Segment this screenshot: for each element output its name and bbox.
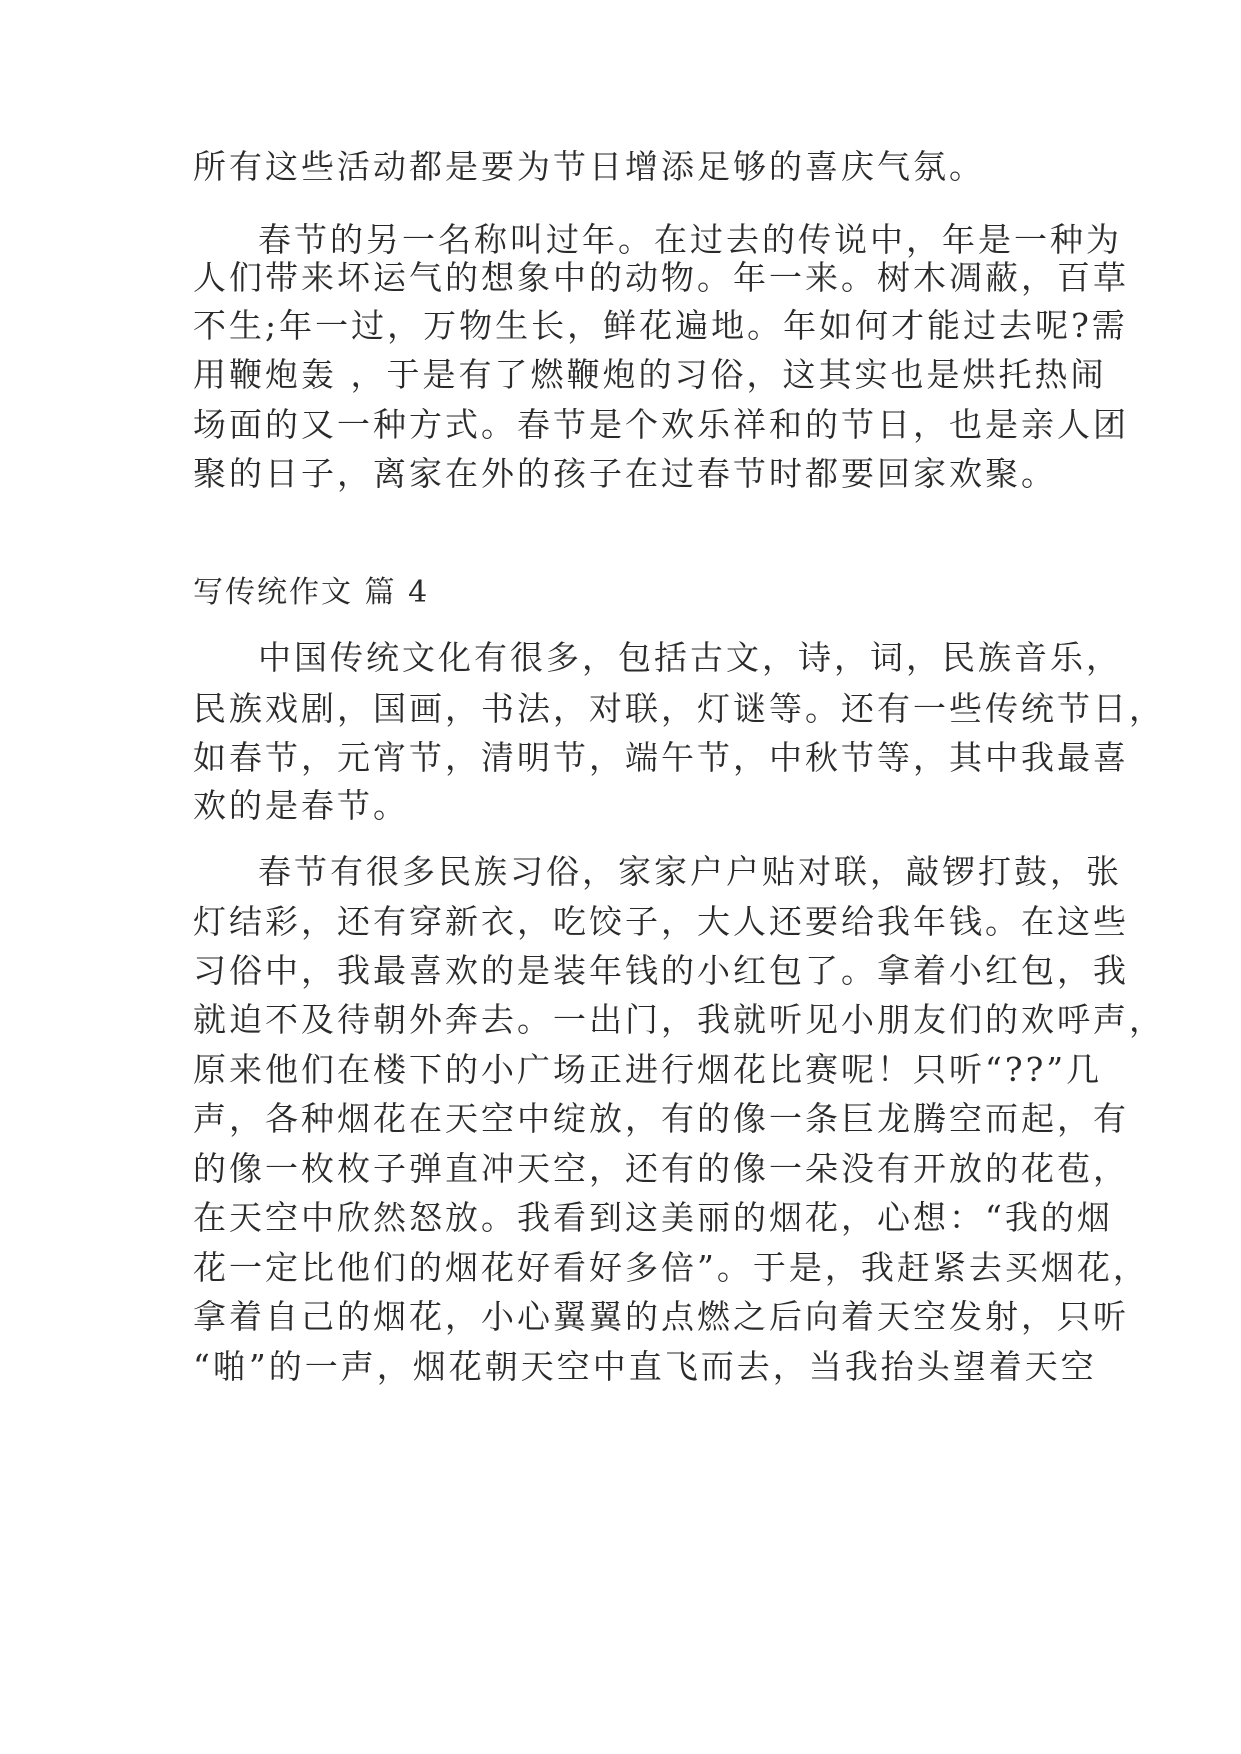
paragraph-first-line: 春节有很多民族习俗，家家户户贴对联，敲锣打鼓，张 [258, 852, 1122, 891]
text-line: 拿着自己的烟花，小心翼翼的点燃之后向着天空发射，只听 [193, 1297, 1129, 1336]
text-line: 聚的日子，离家在外的孩子在过春节时都要回家欢聚。 [193, 454, 1057, 493]
text-line: 就迫不及待朝外奔去。一出门，我就听见小朋友们的欢呼声， [193, 1000, 1165, 1039]
text-line: 在天空中欣然怒放。我看到这美丽的烟花，心想：“我的烟 [193, 1198, 1113, 1237]
text-line: 花一定比他们的烟花好看好多倍”。于是，我赶紧去买烟花， [193, 1248, 1149, 1287]
text-line: 原来他们在楼下的小广场正进行烟花比赛呢！只听“??”几 [193, 1050, 1103, 1089]
text-line: “啪”的一声，烟花朝天空中直飞而去，当我抬头望着天空 [193, 1347, 1097, 1386]
text-line: 不生;年一过，万物生长，鲜花遍地。年如何才能过去呢?需 [193, 306, 1128, 345]
text-line: 所有这些活动都是要为节日增添足够的喜庆气氛。 [193, 147, 985, 186]
text-line: 的像一枚枚子弹直冲天空，还有的像一朵没有开放的花苞， [193, 1149, 1129, 1188]
text-line: 人们带来坏运气的想象中的动物。年一来。树木凋蔽，百草 [193, 258, 1129, 297]
paragraph-first-line: 中国传统文化有很多，包括古文，诗，词，民族音乐， [258, 638, 1122, 677]
text-line: 场面的又一种方式。春节是个欢乐祥和的节日，也是亲人团 [193, 405, 1129, 444]
paragraph-first-line: 春节的另一名称叫过年。在过去的传说中，年是一种为 [258, 220, 1122, 259]
text-line: 用鞭炮轰 ，于是有了燃鞭炮的习俗，这其实也是烘托热闹 [193, 355, 1107, 394]
text-line: 声，各种烟花在天空中绽放，有的像一条巨龙腾空而起，有 [193, 1099, 1129, 1138]
text-line: 民族戏剧，国画，书法，对联，灯谜等。还有一些传统节日， [193, 689, 1165, 728]
text-line: 习俗中，我最喜欢的是装年钱的小红包了。拿着小红包，我 [193, 951, 1129, 990]
section-heading: 写传统作文 篇 4 [193, 575, 430, 610]
text-line: 灯结彩，还有穿新衣，吃饺子，大人还要给我年钱。在这些 [193, 902, 1129, 941]
text-line: 如春节，元宵节，清明节，端午节，中秋节等，其中我最喜 [193, 738, 1129, 777]
text-line: 欢的是春节。 [193, 786, 409, 825]
